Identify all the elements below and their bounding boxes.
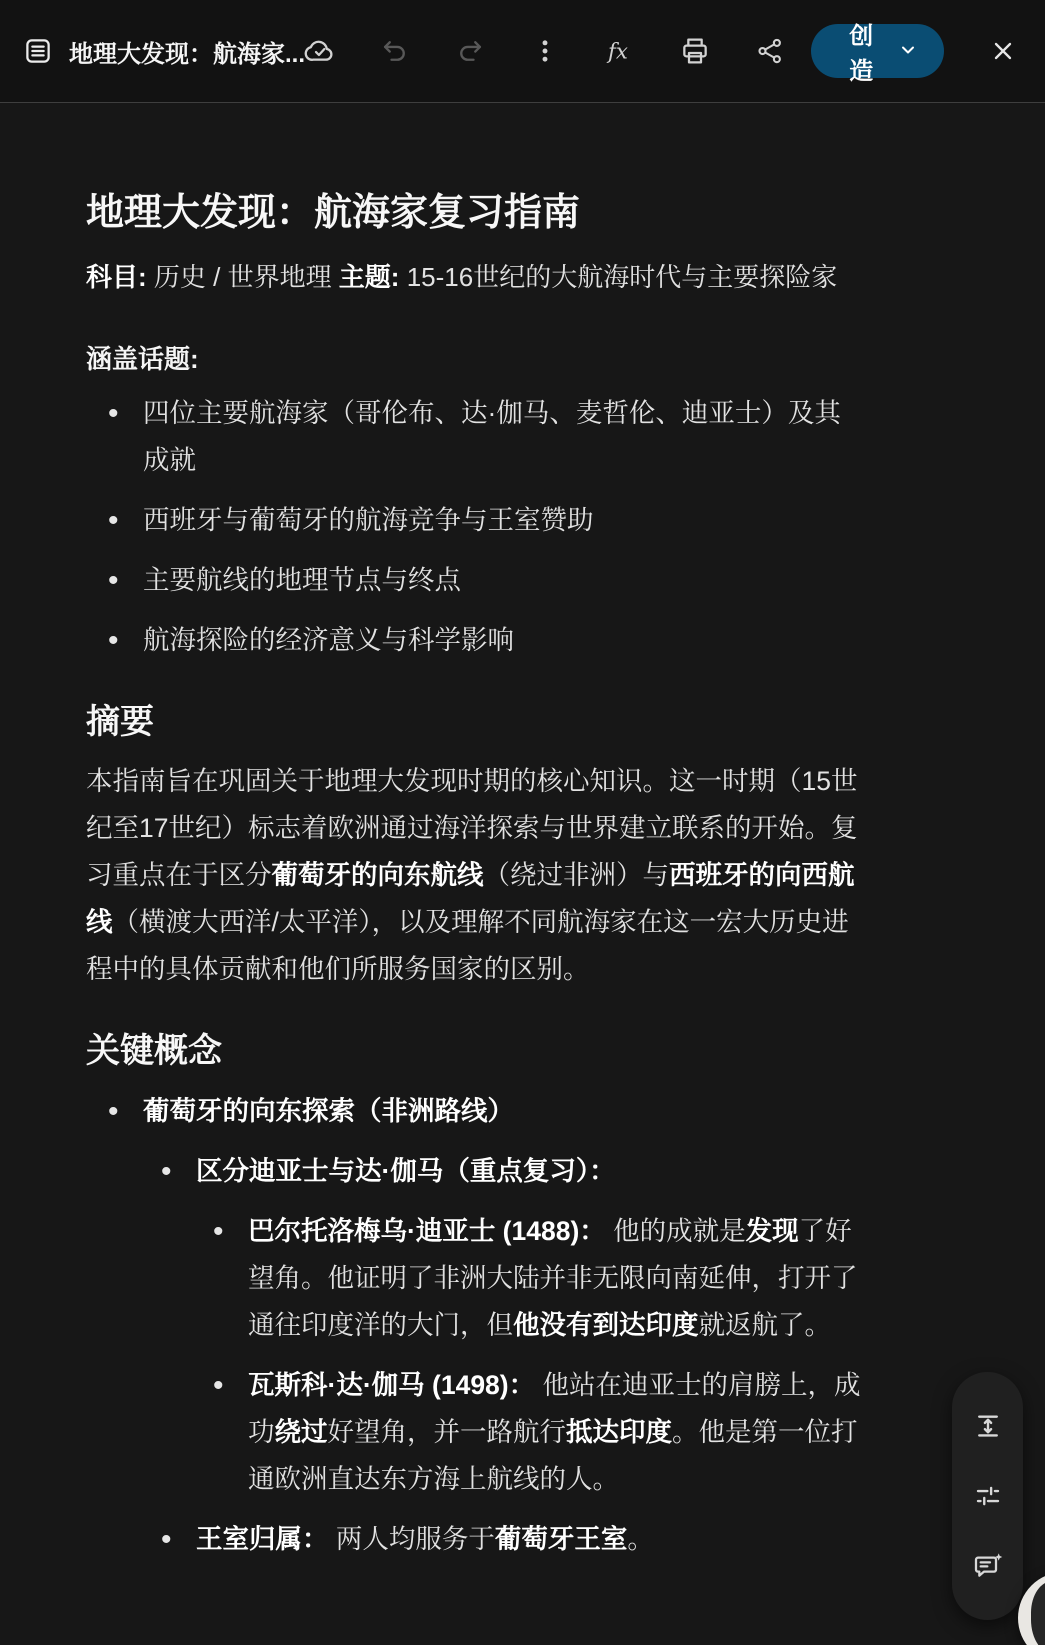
toolbar-left bbox=[22, 34, 304, 69]
create-button-label: 创造 bbox=[849, 23, 875, 85]
toolbar bbox=[0, 0, 1045, 103]
adjust-sliders-icon[interactable] bbox=[971, 1479, 1005, 1513]
summary-paragraph: 本指南旨在巩固关于地理大发现时期的核心知识。这一时期（15世纪至17世纪）标志着欧洲通过海洋探索与世界建立联系的开始。复习重点在于区分葡萄牙的向东航线（绕过非洲）与西班牙的向西航线（横渡大西洋/太平洋），以及理解不同航海家在这一宏大历史进程中的具体贡献和他们所服务国家的区别。 bbox=[86, 766, 858, 985]
list-item: • 巴尔托洛梅乌·迪亚士 (1488)： 他的成就是发现了好望角。他证明了非洲大陆并非无限向南延伸，打开了通往印度洋的大门，但他没有到达印度就返航了。 bbox=[86, 1208, 866, 1349]
cloud-check-icon[interactable] bbox=[304, 35, 336, 67]
floating-toolbar bbox=[952, 1372, 1023, 1620]
kebab-menu-icon[interactable] bbox=[529, 35, 561, 67]
share-icon[interactable] bbox=[754, 35, 786, 67]
doc-title: 地理大发现：航海家... bbox=[69, 40, 306, 68]
page-title: 地理大发现：航海家复习指南 bbox=[86, 192, 581, 234]
ai-comment-icon[interactable] bbox=[971, 1550, 1005, 1584]
fit-height-icon[interactable] bbox=[971, 1409, 1005, 1443]
create-button[interactable] bbox=[811, 23, 944, 85]
close-icon[interactable] bbox=[987, 35, 1019, 67]
document-body bbox=[0, 103, 1045, 1563]
document-icon bbox=[22, 35, 54, 67]
redo-icon[interactable] bbox=[454, 35, 486, 67]
key-concepts-heading: 关键概念 bbox=[86, 1032, 222, 1071]
topics-list bbox=[86, 390, 866, 664]
formula-icon[interactable] bbox=[604, 35, 636, 67]
list-item: • 主要航线的地理节点与终点 bbox=[86, 557, 866, 604]
print-icon[interactable] bbox=[679, 35, 711, 67]
list-item: • 区分迪亚士与达·伽马（重点复习）： bbox=[86, 1148, 866, 1195]
list-item: • 葡萄牙的向东探索（非洲路线） bbox=[86, 1088, 866, 1135]
chevron-down-icon bbox=[898, 40, 918, 63]
undo-icon[interactable] bbox=[379, 35, 411, 67]
list-item: • 西班牙与葡萄牙的航海竞争与王室赞助 bbox=[86, 497, 866, 544]
summary-heading: 摘要 bbox=[86, 702, 154, 741]
topics-heading: 涵盖话题: bbox=[86, 343, 199, 374]
list-item: • 王室归属： 两人均服务于葡萄牙王室。 bbox=[86, 1516, 866, 1563]
key-concepts-list bbox=[86, 1088, 866, 1563]
list-item: • 航海探险的经济意义与科学影响 bbox=[86, 617, 866, 664]
list-item: • 瓦斯科·达·伽马 (1498)： 他站在迪亚士的肩膀上，成功绕过好望角，并一路航行抵达印度。他是第一位打通欧洲直达东方海上航线的人。 bbox=[86, 1362, 866, 1503]
svg-text:fx: fx bbox=[608, 39, 629, 65]
doc-meta: 科目: 历史 / 世界地理 主题: 15-16世纪的大航海时代与主要探险家 bbox=[86, 261, 838, 292]
toolbar-actions bbox=[304, 23, 1019, 85]
list-item: • 四位主要航海家（哥伦布、达·伽马、麦哲伦、迪亚士）及其成就 bbox=[86, 390, 866, 484]
